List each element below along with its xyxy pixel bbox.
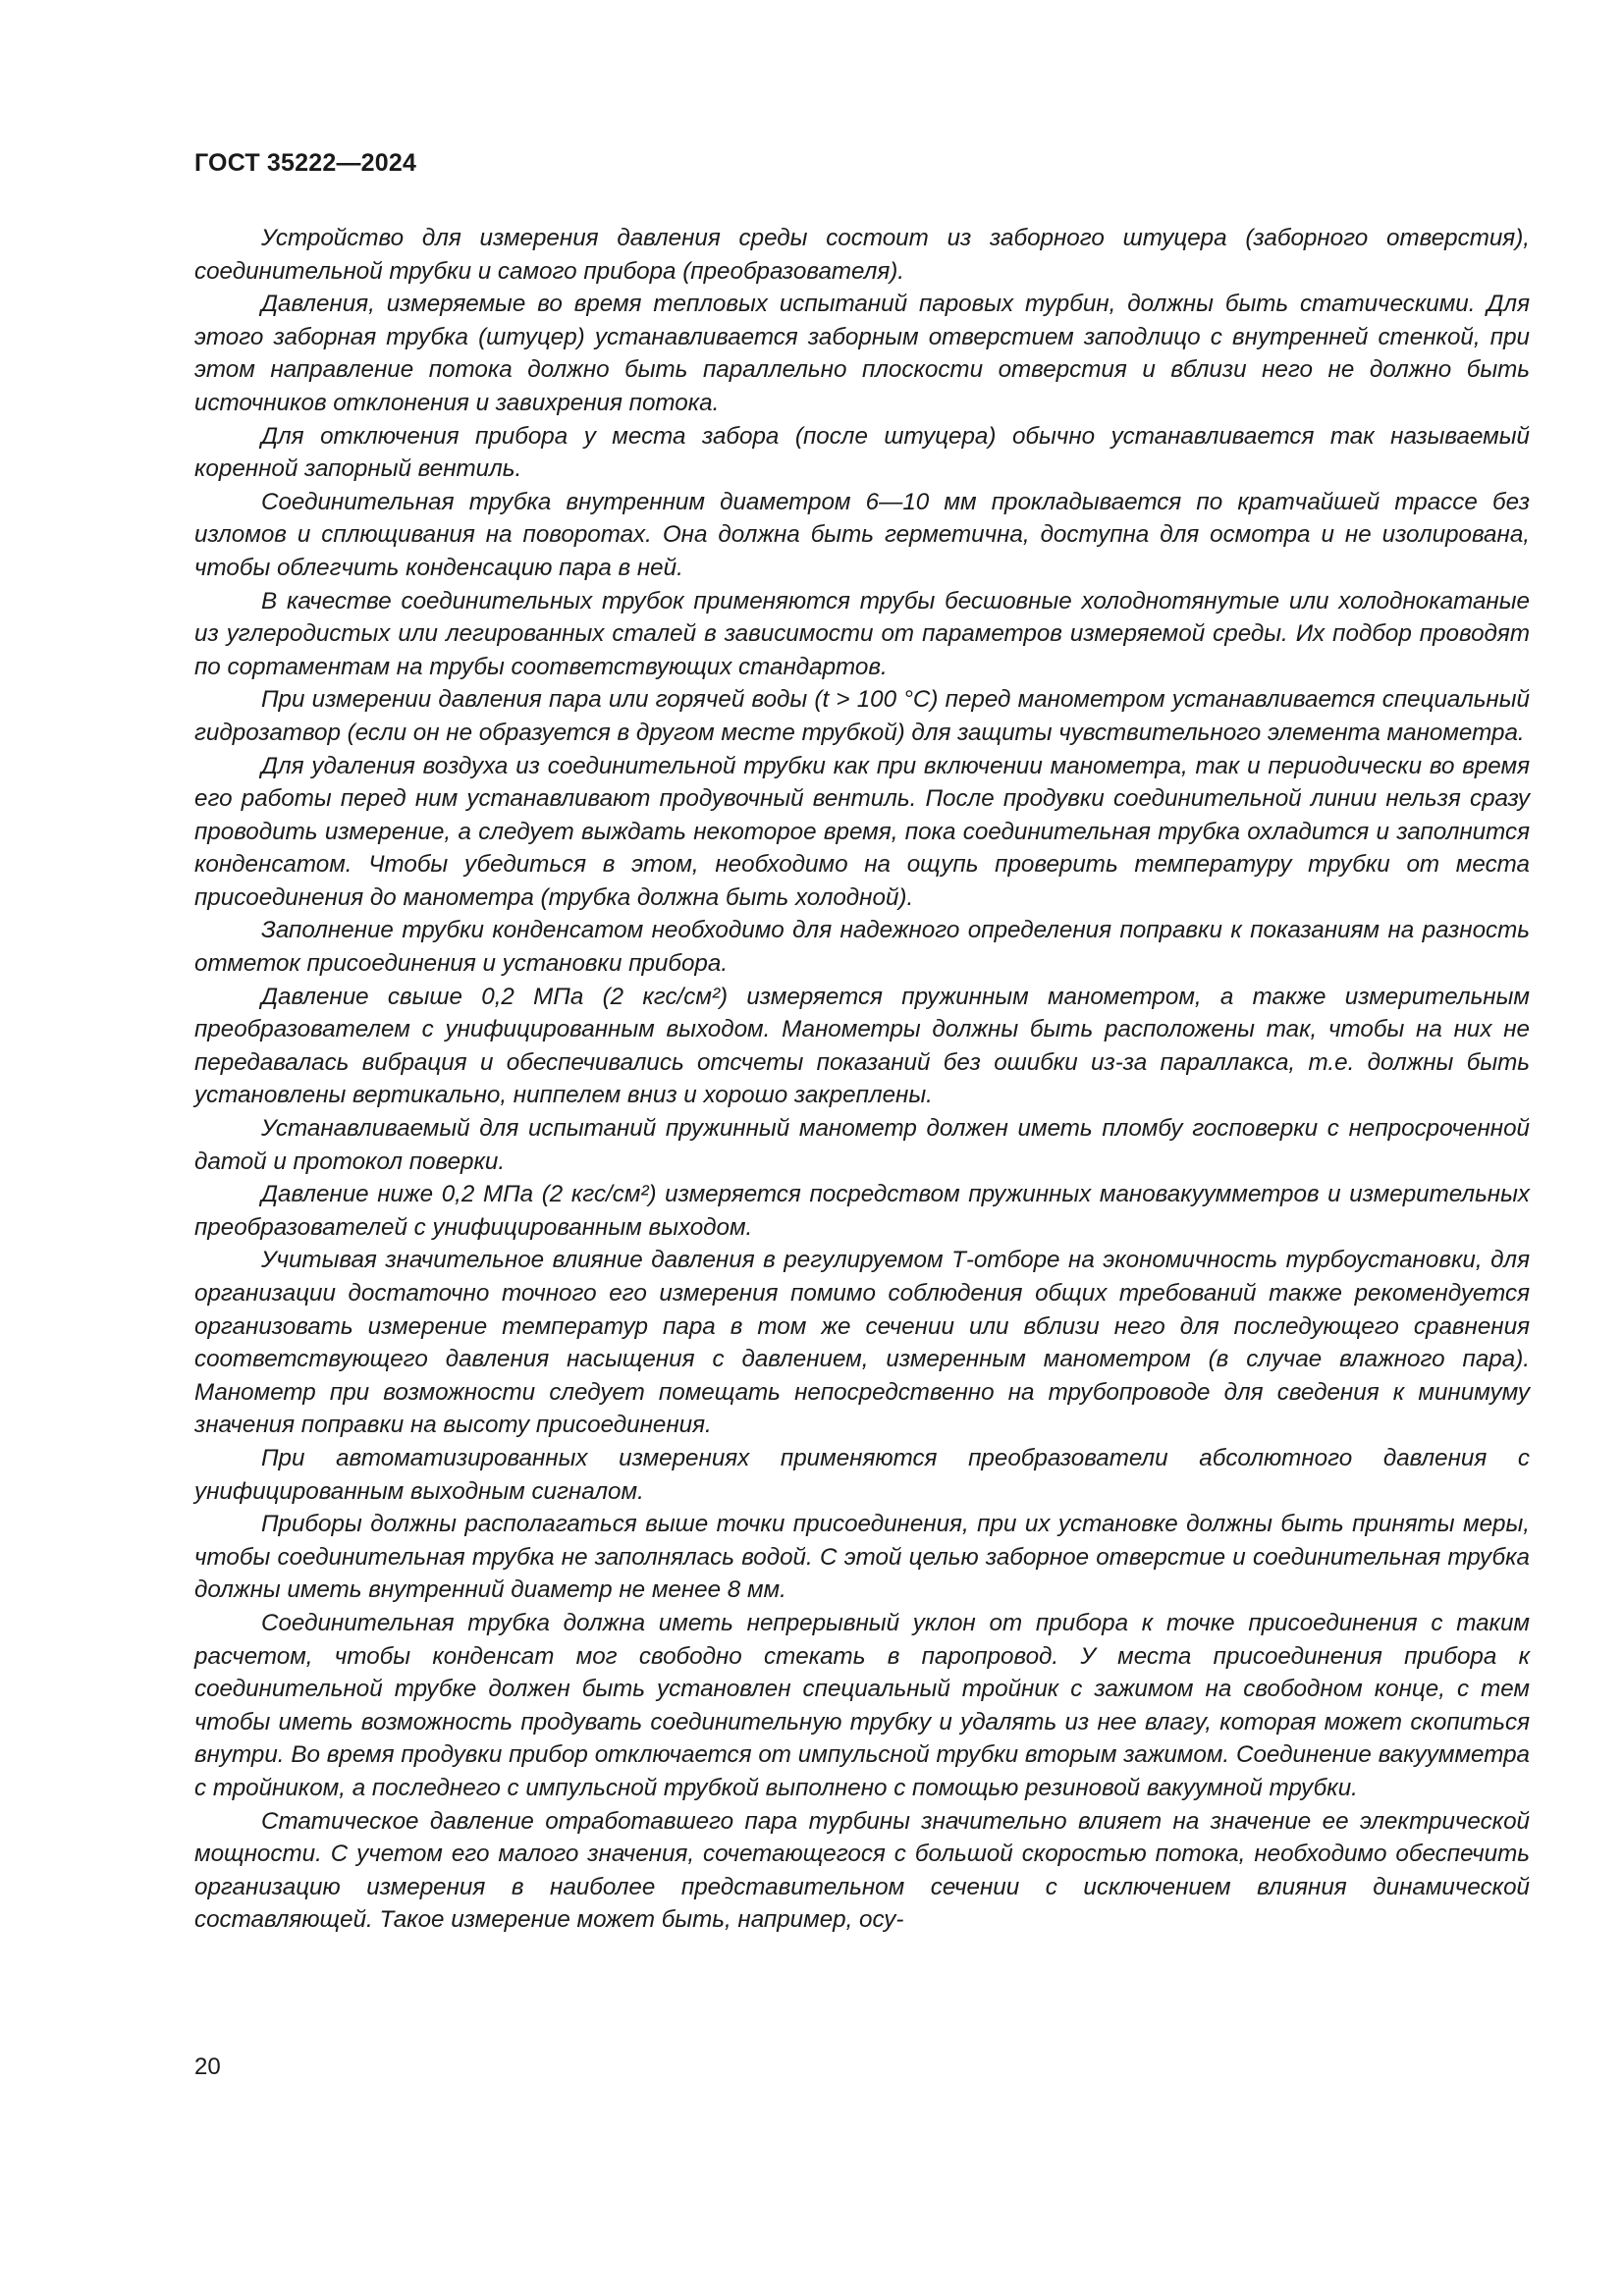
- paragraph: Давления, измеряемые во время тепловых испытаний паровых турбин, должны быть статическими. Для этого заборная трубка (штуцер) устанавливается заборным отверстием заподлицо с внутренней стенкой, при этом направление потока должно быть параллельно плоскости отверстия и вблизи него не должно быть источников отклонения и завихрения потока.: [194, 291, 1530, 416]
- paragraph: Для отключения прибора у места забора (после штуцера) обычно устанавливается так называемый коренной запорный вентиль.: [194, 422, 1530, 483]
- paragraph: В качестве соединительных трубок применяются трубы бесшовные холоднотянутые или холоднокатаные из углеродистых или легированных сталей в зависимости от параметров измеряемой среды. Их подбор проводят по сортаментам на трубы соответствующих стандартов.: [194, 587, 1530, 680]
- paragraph: Для удаления воздуха из соединительной трубки как при включении манометра, так и периодически во время его работы перед ним устанавливают продувочный вентиль. После продувки соединительной линии нельзя сразу проводить измерение, а следует выждать некоторое время, пока соединительная трубка охладится и заполнится конденсатом. Чтобы убедиться в этом, необходимо на ощупь проверить температуру трубки от места присоединения до манометра (трубка должна быть холодной).: [194, 752, 1530, 911]
- paragraph: Соединительная трубка должна иметь непрерывный уклон от прибора к точке присоединения с таким расчетом, чтобы конденсат мог свободно стекать в паропровод. У места присоединения прибора к соединительной трубке должен быть установлен специальный тройник с зажимом на свободном конце, с тем чтобы иметь возможность продувать соединительную трубку и удалять из нее влагу, которая может скопиться внутри. Во время продувки прибор отключается от импульсной трубки вторым зажимом. Соединение вакуумметра с тройником, а последнего с импульсной трубкой выполнено с помощью резиновой вакуумной трубки.: [194, 1609, 1530, 1801]
- page-number: 20: [194, 2054, 221, 2080]
- paragraph: При измерении давления пара или горячей воды (t > 100 °C) перед манометром устанавливается специальный гидрозатвор (если он не образуется в другом месте трубкой) для защиты чувствительного элемента манометра.: [194, 686, 1530, 746]
- paragraph: Заполнение трубки конденсатом необходимо для надежного определения поправки к показаниям на разность отметок присоединения и установки прибора.: [194, 917, 1530, 978]
- paragraph: Учитывая значительное влияние давления в регулируемом Т-отборе на экономичность турбоустановки, для организации достаточно точного его измерения помимо соблюдения общих требований также рекомендуется организовать измерение температур пара в том же сечении или вблизи него для последующего сравнения соответствующего давления насыщения с давлением, измеренным манометром (в случае влажного пара). Манометр при возможности следует помещать непосредственно на трубопроводе для сведения к минимуму значения поправки на высоту присоединения.: [194, 1247, 1530, 1439]
- paragraph: При автоматизированных измерениях применяются преобразователи абсолютного давления с унифицированным выходным сигналом.: [194, 1444, 1530, 1505]
- document-header: ГОСТ 35222—2024: [194, 149, 417, 177]
- paragraph: Давление свыше 0,2 МПа (2 кгс/см²) измеряется пружинным манометром, а также измерительным преобразователем с унифицированным выходом. Манометры должны быть расположены так, чтобы на них не передавалась вибрация и обеспечивались отсчеты показаний без ошибки из-за параллакса, т.е. должны быть установлены вертикально, ниппелем вниз и хорошо закреплены.: [194, 983, 1530, 1109]
- body-text: [194, 222, 1530, 1937]
- paragraph: Устанавливаемый для испытаний пружинный манометр должен иметь пломбу госповерки с непросроченной датой и протокол поверки.: [194, 1115, 1530, 1175]
- paragraph: Статическое давление отработавшего пара турбины значительно влияет на значение ее электрической мощности. С учетом его малого значения, сочетающегося с большой скоростью потока, необходимо обеспечить организацию измерения в наиболее представительном сечении с исключением влияния динамической составляющей. Такое измерение может быть, например, осу-: [194, 1807, 1530, 1934]
- paragraph: Приборы должны располагаться выше точки присоединения, при их установке должны быть приняты меры, чтобы соединительная трубка не заполнялась водой. С этой целью заборное отверстие и соединительная трубка должны иметь внутренний диаметр не менее 8 мм.: [194, 1511, 1530, 1604]
- paragraph: Устройство для измерения давления среды состоит из заборного штуцера (заборного отверстия), соединительной трубки и самого прибора (преобразователя).: [194, 225, 1530, 285]
- paragraph: Соединительная трубка внутренним диаметром 6—10 мм прокладывается по кратчайшей трассе без изломов и сплющивания на поворотах. Она должна быть герметична, доступна для осмотра и не изолирована, чтобы облегчить конденсацию пара в ней.: [194, 488, 1530, 581]
- paragraph: Давление ниже 0,2 МПа (2 кгс/см²) измеряется посредством пружинных мановакуумметров и измерительных преобразователей с унифицированным выходом.: [194, 1181, 1530, 1241]
